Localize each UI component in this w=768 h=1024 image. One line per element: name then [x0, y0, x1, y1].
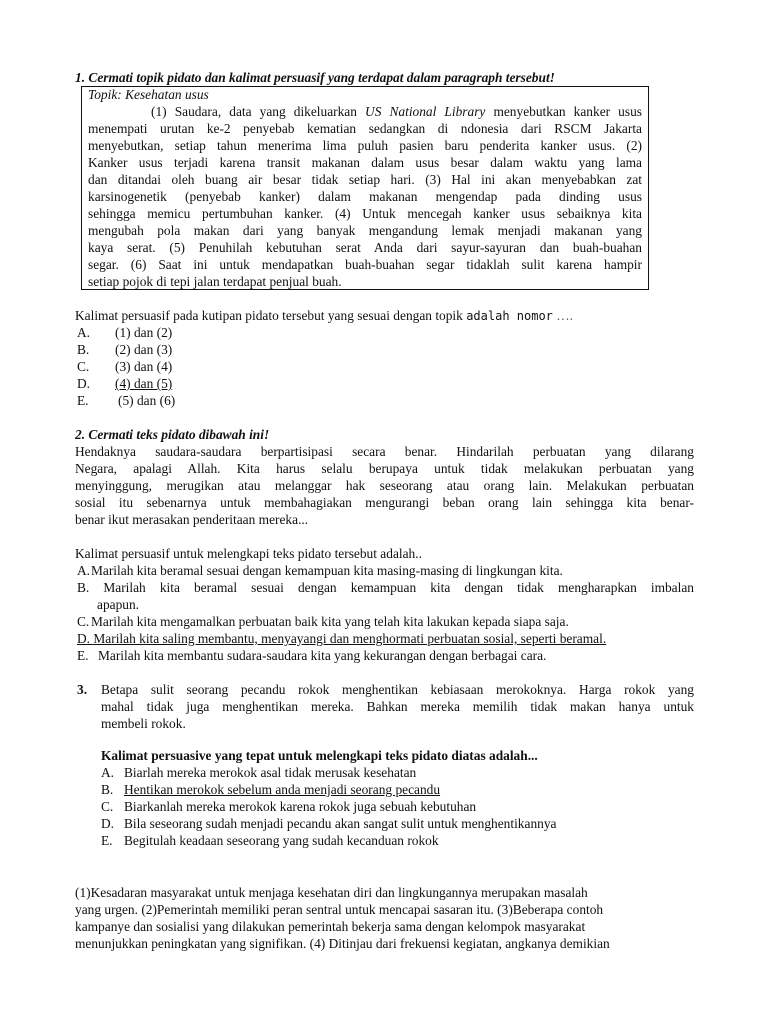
passage-line: benar ikut merasakan penderitaan mereka...: [75, 512, 309, 527]
question-3-option-a[interactable]: A. Biarlah mereka merokok asal tidak merusak kesehatan: [101, 765, 417, 780]
question-3-number: 3.: [77, 682, 88, 697]
passage-line: sehingga memicu pertumbuhan kanker. (4) Untuk mencegah kanker usus sebaiknya kita: [88, 206, 642, 221]
question-2-option-e[interactable]: E. Marilah kita membantu sudara-saudara kita yang kekurangan dengan berbagai cara.: [77, 648, 547, 663]
passage-line: setiap pojok di tepi jalan terdapat penjual buah.: [88, 274, 342, 289]
question-1-option-b[interactable]: B. (2) dan (3): [77, 342, 173, 357]
passage-line: kaya serat. (5) Penuhilah kebutuhan serat Anda dari sayur-sayuran dan buah-buahan: [88, 240, 642, 255]
question-3-option-d[interactable]: D. Bila seseorang sudah menjadi pecandu akan sangat sulit untuk menghentikannya: [101, 816, 557, 831]
passage-line: menempati urutan ke-2 penyebab kematian sedangkan di ndonesia dari RSCM Jakarta: [88, 121, 642, 136]
passage-line: menyinggung, merugikan atau melanggar hak seseorang atau orang lain. Melakukan perbuatan: [75, 478, 694, 493]
question-1-option-d-answer[interactable]: D. (4) dan (5): [77, 376, 173, 391]
question-2-option-d-answer[interactable]: D. Marilah kita saling membantu, menyayangi dan menghormati perbuatan sosial, seperti beramal.: [77, 631, 607, 646]
question-1-option-e[interactable]: E. (5) dan (6): [77, 393, 176, 408]
question-2-option-c[interactable]: C. Marilah kita mengamalkan perbuatan baik kita yang telah kita lakukan kepada siapa saja.: [77, 614, 569, 629]
passage-line: Hendaknya saudara-saudara berpartisipasi secara benar. Hindarilah perbuatan yang dilarang: [75, 444, 694, 459]
question-2-option-b[interactable]: B. Marilah kita beramal sesuai dengan kemampuan kita dengan tidak mengharapkan imbalan: [77, 580, 694, 595]
question-3-option-e[interactable]: E. Begitulah keadaan seseorang yang sudah kecanduan rokok: [101, 833, 439, 848]
passage-line: menyebutkan, setiap tahun menerima lima puluh pasien baru penderita kanker usus. (2): [88, 138, 642, 153]
passage-line: (1) Saudara, data yang dikeluarkan US National Library menyebutkan kanker usus: [151, 104, 642, 119]
passage-line: Negara, apalagi Allah. Kita harus selalu berupaya untuk tidak melakukan perbuatan yang: [75, 461, 694, 476]
topic-label: Topik: Kesehatan usus: [88, 87, 209, 102]
question-1-heading: 1. Cermati topik pidato dan kalimat persuasif yang terdapat dalam paragraph tersebut!: [75, 70, 555, 85]
question-2-option-a[interactable]: A.Marilah kita beramal sesuai dengan kemampuan kita masing-masing di lingkungan kita.: [77, 563, 563, 578]
question-2-option-b-continuation: apapun.: [97, 597, 140, 612]
passage-line: mengubah pola makan dari yang banyak mengandung lemak menjadi makanan yang: [88, 223, 642, 238]
passage-line: Kanker usus terjadi karena transit makanan dalam usus besar dalam waktu yang lama: [88, 155, 642, 170]
question-2-heading: 2. Cermati teks pidato dibawah ini!: [75, 427, 270, 442]
question-1-prompt: Kalimat persuasif pada kutipan pidato tersebut yang sesuai dengan topik adalah nomor ….: [75, 308, 574, 323]
question-3-option-c[interactable]: C. Biarkanlah mereka merokok karena rokok juga sebuah kebutuhan: [101, 799, 477, 814]
passage-line: yang urgen. (2)Pemerintah memiliki peran sentral untuk mencapai sasaran itu. (3)Beberapa contoh: [75, 902, 604, 917]
passage-line: kampanye dan sosialisi yang dilakukan pemerintah bekerja sama dengan kelompok masyarakat: [75, 919, 586, 934]
passage-line: karsinogenetik (penyebab kanker) dalam makanan mengendap pada dinding usus: [88, 189, 642, 204]
passage-line: menunjukkan peningkatan yang signifikan. (4) Ditinjau dari frekuensi kegiatan, angkanya demikian: [75, 936, 610, 951]
passage-line: (1)Kesadaran masyarakat untuk menjaga kesehatan diri dan lingkungannya merupakan masalah: [75, 885, 588, 900]
question-3-prompt: Kalimat persuasive yang tepat untuk melengkapi teks pidato diatas adalah...: [101, 748, 538, 763]
question-3-option-b-answer[interactable]: B. Hentikan merokok sebelum anda menjadi seorang pecandu: [101, 782, 441, 797]
question-1-option-c[interactable]: C. (3) dan (4): [77, 359, 173, 374]
passage-line: sosial itu sebenarnya untuk membahagiakan mengurangi beban orang lain sehingga kita benar-: [75, 495, 694, 510]
passage-line: dan ditandai oleh buang air besar tidak setiap hari. (3) Hal ini akan menyebabkan zat: [88, 172, 642, 187]
passage-line: mahal tidak juga menghentikan mereka. Bahkan mereka memilih tidak makan hanya untuk: [101, 699, 694, 714]
question-1-option-a[interactable]: A. (1) dan (2): [77, 325, 173, 340]
question-2-prompt: Kalimat persuasif untuk melengkapi teks pidato tersebut adalah..: [75, 546, 422, 561]
passage-line: Betapa sulit seorang pecandu rokok menghentikan kebiasaan merokoknya. Harga rokok yang: [101, 682, 694, 697]
passage-line: membeli rokok.: [101, 716, 186, 731]
passage-line: segar. (6) Saat ini untuk mendapatkan buah-buahan segar tidaklah sulit karena hampir: [88, 257, 642, 272]
